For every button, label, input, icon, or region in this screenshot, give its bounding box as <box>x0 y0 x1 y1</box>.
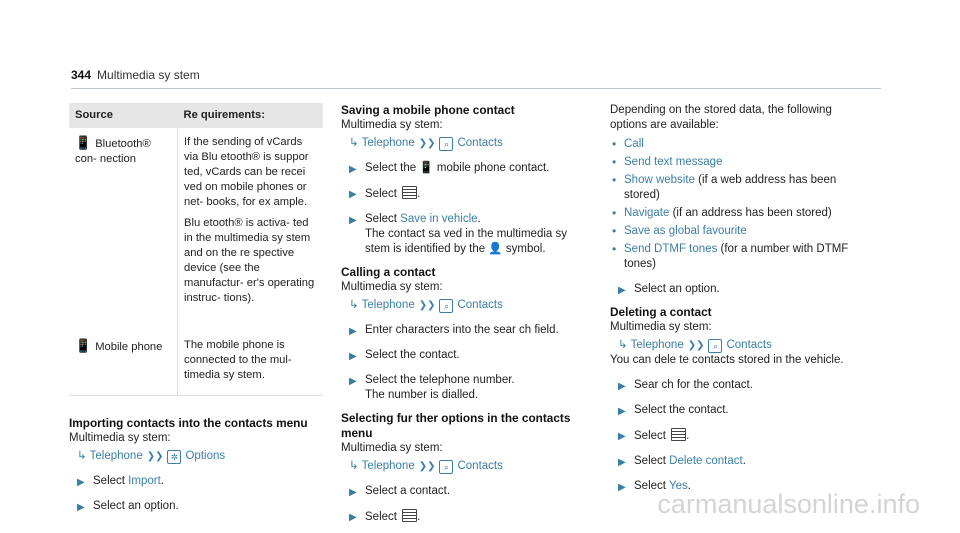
column-right <box>610 103 865 494</box>
nav-path <box>618 338 865 353</box>
step-arrow-icon: ▶ <box>618 482 626 493</box>
step: ▶ Select the contact. <box>349 349 460 362</box>
save-as-global-favourite-link[interactable]: Save as global favourite <box>624 225 747 237</box>
table-row <box>69 129 323 332</box>
step: ▶ Select the contact. <box>618 404 729 417</box>
section-title-further-options: Selecting fur ther options in the contacts menu <box>341 411 571 440</box>
nav-telephone[interactable]: Telephone <box>89 450 143 462</box>
header-divider <box>71 88 881 89</box>
delete-contact-link[interactable]: Delete contact <box>669 455 743 467</box>
vehicle-contact-icon: 👤 <box>488 243 503 255</box>
step: ▶ Enter characters into the sear ch field. <box>349 324 559 337</box>
chevron-right-icon: ❯❯ <box>418 138 436 149</box>
multimedia-system-label: Multimedia sy stem: <box>69 432 171 444</box>
step: ▶ Select the telephone number. The number is dialled. <box>349 374 515 401</box>
delete-note: You can dele te contacts stored in the vehicle. <box>610 354 844 366</box>
nav-contacts[interactable]: Contacts <box>457 137 503 149</box>
step: ▶ Select an option. <box>618 283 720 296</box>
step: ▶ Select the 📱 mobile phone contact. <box>349 162 550 175</box>
step-arrow-icon: ▶ <box>349 164 357 175</box>
menu-icon[interactable] <box>402 509 417 522</box>
search-icon: ⌕ <box>439 299 453 313</box>
step-arrow-icon: ▶ <box>618 406 626 417</box>
nav-arrow-icon: ↳ <box>77 450 87 462</box>
mobile-phone-icon: 📱 <box>75 338 92 353</box>
table-cell-requirements <box>178 129 324 332</box>
requirements-table <box>69 103 323 396</box>
nav-arrow-icon: ↳ <box>349 299 359 311</box>
step: ▶ Select Import. <box>77 475 164 488</box>
nav-path <box>349 298 587 313</box>
send-text-message-link[interactable]: Send text message <box>624 156 723 168</box>
call-link[interactable]: Call <box>624 138 644 150</box>
table-header-requirements: Re quirements: <box>178 103 324 129</box>
requirement-text: Blu etooth® is activa‐ ted in the multimedia sy stem and on the re spective device (see the manufactur‐ er's operating instruc‐ tions). <box>184 217 315 304</box>
step-arrow-icon: ▶ <box>618 431 626 442</box>
import-link[interactable]: Import <box>128 475 161 487</box>
nav-path <box>77 449 321 464</box>
nav-telephone[interactable]: Telephone <box>630 339 684 351</box>
section-title-importing: Importing contacts into the contacts menu <box>69 416 308 430</box>
watermark: carmanualsonline.info <box>657 489 920 519</box>
search-icon: ⌕ <box>708 339 722 353</box>
nav-arrow-icon: ↳ <box>618 339 628 351</box>
bluetooth-phone-icon: 📱 <box>75 135 92 150</box>
step: ▶ Select Delete contact. <box>618 455 746 468</box>
multimedia-system-label: Multimedia sy stem: <box>341 119 443 131</box>
table-cell-requirements <box>178 332 324 396</box>
step-arrow-icon: ▶ <box>618 285 626 296</box>
column-left <box>69 103 321 514</box>
mobile-phone-icon: 📱 <box>419 162 434 174</box>
menu-icon[interactable] <box>671 428 686 441</box>
step-arrow-icon: ▶ <box>77 477 85 488</box>
list-item: • Navigate (if an address has been stored) <box>610 206 865 221</box>
menu-icon[interactable] <box>402 186 417 199</box>
column-middle <box>341 103 587 525</box>
requirement-text: If the sending of vCards via Blu etooth® is suppor ted, vCards can be recei ved on mobile phones or net‐ books, for ex ample. <box>184 136 309 208</box>
step-arrow-icon: ▶ <box>618 381 626 392</box>
nav-telephone[interactable]: Telephone <box>361 299 415 311</box>
nav-contacts[interactable]: Contacts <box>457 299 503 311</box>
step: ▶ Select . <box>349 188 421 200</box>
step: ▶ Select . <box>618 430 690 442</box>
nav-options[interactable]: Options <box>185 450 226 462</box>
table-row <box>69 332 323 396</box>
chevron-right-icon: ❯❯ <box>687 340 705 351</box>
source-text: Bluetooth® con- nection <box>75 138 151 165</box>
page-number: 344 <box>71 68 92 82</box>
requirement-text: The mobile phone is connected to the mul‐ timedia sy stem. <box>184 339 292 381</box>
section-title-calling: Calling a contact <box>341 265 436 279</box>
nav-telephone[interactable]: Telephone <box>361 137 415 149</box>
multimedia-system-label: Multimedia sy stem: <box>610 321 712 333</box>
section-title-saving: Saving a mobile phone contact <box>341 103 515 117</box>
nav-telephone[interactable]: Telephone <box>361 460 415 472</box>
nav-contacts[interactable]: Contacts <box>457 460 503 472</box>
table-cell-source <box>69 332 178 396</box>
nav-path <box>349 136 587 151</box>
step: ▶ Select . <box>349 511 421 523</box>
step-arrow-icon: ▶ <box>349 351 357 362</box>
nav-arrow-icon: ↳ <box>349 460 359 472</box>
chevron-right-icon: ❯❯ <box>146 451 164 462</box>
multimedia-system-label: Multimedia sy stem: <box>341 281 443 293</box>
options-intro: Depending on the stored data, the following options are available: <box>610 104 832 131</box>
options-gear-icon: ✲ <box>167 450 181 464</box>
source-text: Mobile phone <box>95 341 163 353</box>
list-item <box>610 224 865 239</box>
yes-link[interactable]: Yes <box>668 480 688 492</box>
step-arrow-icon: ▶ <box>618 457 626 468</box>
section-title-deleting: Deleting a contact <box>610 305 712 319</box>
step: ▶ Select Yes. <box>618 480 691 493</box>
chevron-right-icon: ❯❯ <box>418 461 436 472</box>
step: ▶ Select Save in vehicle. The contact sa ved in the multimedia sy stem is identified by the 👤 symbol. <box>349 213 567 255</box>
list-item <box>610 155 865 170</box>
page-header-title: Multimedia sy stem <box>97 68 200 82</box>
search-icon: ⌕ <box>439 137 453 151</box>
page-header <box>71 68 200 83</box>
step-arrow-icon: ▶ <box>77 502 85 513</box>
list-item <box>610 137 865 152</box>
save-in-vehicle-link[interactable]: Save in vehicle <box>400 213 478 225</box>
chevron-right-icon: ❯❯ <box>418 300 436 311</box>
multimedia-system-label: Multimedia sy stem: <box>341 442 443 454</box>
list-item: • Show website (if a web address has been stored) <box>610 173 865 203</box>
step: ▶ Sear ch for the contact. <box>618 379 753 392</box>
navigate-link[interactable]: Navigate <box>624 207 670 219</box>
show-website-link[interactable]: Show website <box>624 174 695 186</box>
step: ▶ Select a contact. <box>349 485 451 498</box>
step: ▶ Select an option. <box>77 500 179 513</box>
step-arrow-icon: ▶ <box>349 189 357 200</box>
table-header-source: Source <box>69 103 178 129</box>
step-arrow-icon: ▶ <box>349 326 357 337</box>
search-icon: ⌕ <box>439 460 453 474</box>
nav-contacts[interactable]: Contacts <box>726 339 772 351</box>
step-arrow-icon: ▶ <box>349 512 357 523</box>
step-arrow-icon: ▶ <box>349 376 357 387</box>
options-list <box>610 137 865 272</box>
nav-path <box>349 459 587 474</box>
nav-arrow-icon: ↳ <box>349 137 359 149</box>
send-dtmf-tones-link[interactable]: Send DTMF tones <box>624 243 718 255</box>
step-arrow-icon: ▶ <box>349 215 357 226</box>
table-cell-source <box>69 129 178 332</box>
list-item: • Send DTMF tones (for a number with DTMF tones) <box>610 242 865 272</box>
step-arrow-icon: ▶ <box>349 487 357 498</box>
